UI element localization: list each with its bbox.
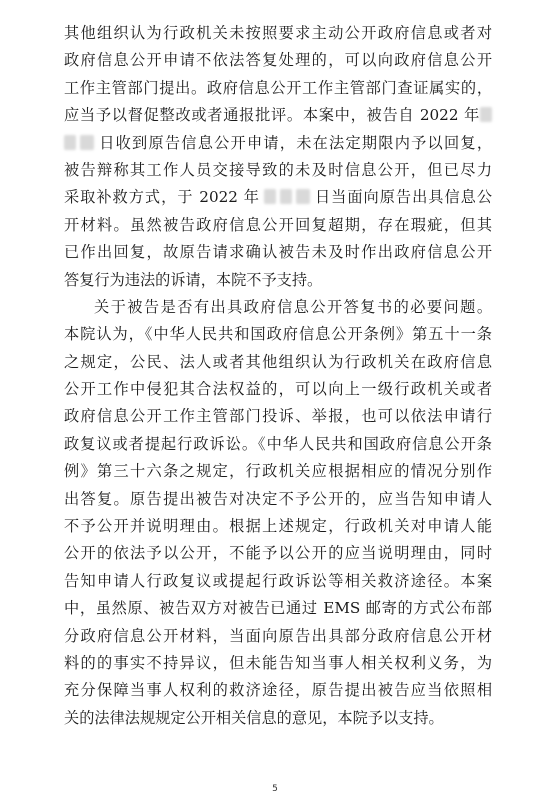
text-line: 分政府信息公开材料，当面向原告出具部分政府信息公开材 — [64, 626, 492, 645]
text-line: 公开工作中侵犯其合法权益的，可以向上一级行政机关或者 — [64, 380, 492, 399]
text-line: 关于被告是否有出具政府信息公开答复书的必要问题。 — [94, 297, 492, 316]
text-line: 政府信息公开申请不依法答复处理的，可以向政府信息公开 — [64, 51, 492, 70]
text-line: 例》第三十六条之规定，行政机关应根据相应的情况分别作 — [64, 462, 492, 481]
redaction-mark — [64, 135, 76, 150]
text-line: 本院认为，《中华人民共和国政府信息公开条例》第五十一条 — [64, 325, 492, 344]
text-line: 其他组织认为行政机关未按照要求主动公开政府信息或者对 — [64, 24, 492, 42]
redaction-mark — [480, 107, 492, 122]
redaction-mark — [264, 189, 276, 204]
text-line: 工作主管部门提出。政府信息公开工作主管部门查证属实的， — [64, 78, 492, 97]
text-line: 政复议或者提起行政诉讼。《中华人民共和国政府信息公开条 — [64, 434, 492, 453]
text-line: 不予公开并说明理由。根据上述规定，行政机关对申请人能 — [64, 517, 492, 536]
text-line: 答复行为违法的诉请，本院不予支持。 — [64, 270, 323, 289]
text-line: 中，虽然原、被告双方对被告已通过 EMS 邮寄的方式公布部 — [64, 599, 492, 618]
text-line: 应当予以督促整改或者通报批评。本案中，被告自 2022 年 — [64, 102, 492, 129]
text-line: 开材料。虽然被告政府信息公开回复超期，存在瑕疵，但其 — [64, 215, 492, 234]
text-line: 充分保障当事人权利的救济途径，原告提出被告应当依照相 — [64, 681, 492, 700]
page-number: 5 — [272, 784, 278, 794]
paragraph-2 — [64, 294, 492, 732]
text-line: 已作出回复，故原告请求确认被告未及时作出政府信息公开 — [64, 243, 492, 262]
text-line: 政府信息公开工作主管部门投诉、举报，也可以依法申请行 — [64, 407, 492, 426]
text-line: 公开的依法予以公开，不能予以公开的应当说明理由，同时 — [64, 544, 492, 563]
text-line: 出答复。原告提出被告对决定不予公开的，应当告知申请人 — [64, 489, 492, 508]
text-line: 料的的事实不持异议，但未能告知当事人相关权利义务，为 — [64, 653, 492, 672]
text-line: 告知申请人行政复议或提起行政诉讼等相关救济途径。本案 — [64, 571, 492, 590]
text-line: 被告辩称其工作人员交接导致的未及时信息公开，但已尽力 — [64, 160, 492, 179]
text-line: 日收到原告信息公开申请，未在法定期限内予以回复， — [64, 130, 492, 157]
redaction-mark — [80, 135, 94, 150]
text-line: 采取补救方式，于 2022 年 日当面向原告出具信息公 — [64, 188, 493, 207]
text-line: 之规定，公民、法人或者其他组织认为行政机关在政府信息 — [64, 352, 492, 371]
document-body — [64, 20, 492, 732]
paragraph-1 — [64, 20, 492, 294]
text-line: 关的法律法规规定公开相关信息的意见，本院予以支持。 — [64, 708, 444, 727]
redaction-mark — [280, 189, 292, 204]
redaction-mark — [296, 189, 310, 204]
